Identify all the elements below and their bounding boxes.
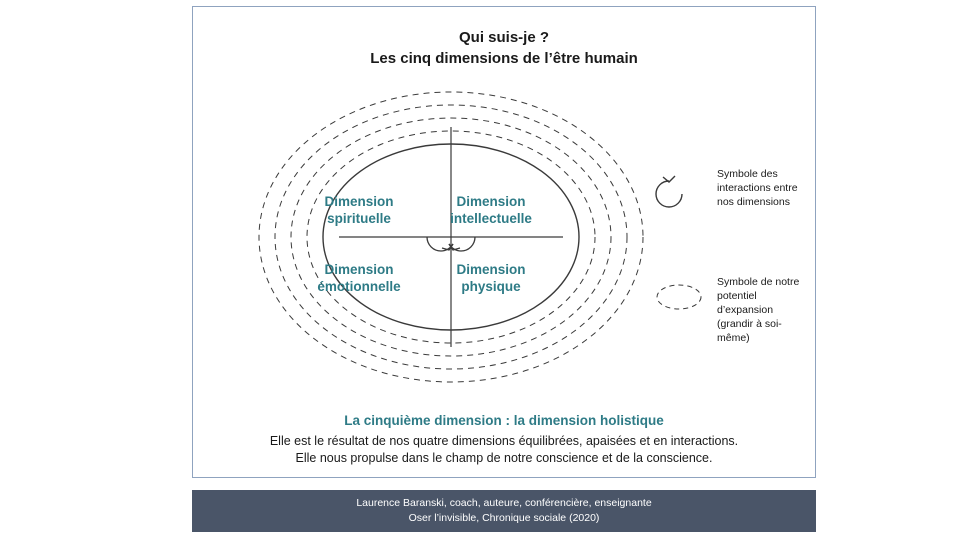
- legend-expansion-text: Symbole de notre potentiel d’expansion (grandir à soi-même): [717, 276, 800, 344]
- caption-line-1: Elle est le résultat de nos quatre dimensions équilibrées, apaisées et en interactions.: [269, 434, 739, 448]
- caption-block: [193, 411, 815, 467]
- dimension-intellectuelle-line-2: intellectuelle: [450, 211, 532, 226]
- legend-interactions-text: Symbole des interactions entre nos dimensions: [717, 168, 798, 208]
- five-dimensions-diagram: [251, 85, 671, 405]
- dimension-spirituelle-line-2: spirituelle: [327, 211, 391, 226]
- dimension-emotionnelle-line-1: Dimension: [324, 262, 394, 277]
- dimension-emotionnelle-line-2: émotionnelle: [317, 279, 401, 294]
- caption-heading: La cinquième dimension : la dimension holistique: [344, 413, 664, 428]
- diagram-svg: [251, 85, 671, 405]
- title-line-1: Qui suis-je ?: [458, 29, 549, 46]
- diagram-panel: [192, 6, 816, 478]
- dimension-label-intellectuelle: [431, 193, 551, 227]
- caption-line-2: Elle nous propulse dans le champ de notre conscience et de la conscience.: [295, 451, 713, 465]
- dimension-label-emotionnelle: [299, 261, 419, 295]
- dimension-physique-line-2: physique: [461, 279, 521, 294]
- dimension-label-physique: [431, 261, 551, 295]
- title-line-2: Les cinq dimensions de l’être humain: [370, 50, 638, 67]
- footer-line-1: Laurence Baranski, coach, auteure, conférencière, enseignante: [356, 497, 652, 509]
- page-title: [193, 27, 815, 69]
- dimension-physique-line-1: Dimension: [456, 262, 526, 277]
- footer-bar: [192, 490, 816, 532]
- dimension-spirituelle-line-1: Dimension: [324, 194, 394, 209]
- dimension-label-spirituelle: [299, 193, 419, 227]
- dimension-intellectuelle-line-1: Dimension: [456, 194, 526, 209]
- circular-arrow-icon: [655, 167, 709, 213]
- caption-body: [193, 433, 815, 467]
- dashed-ellipse-icon: [655, 275, 709, 321]
- footer-line-2: Oser l’invisible, Chronique sociale (2020): [408, 512, 600, 524]
